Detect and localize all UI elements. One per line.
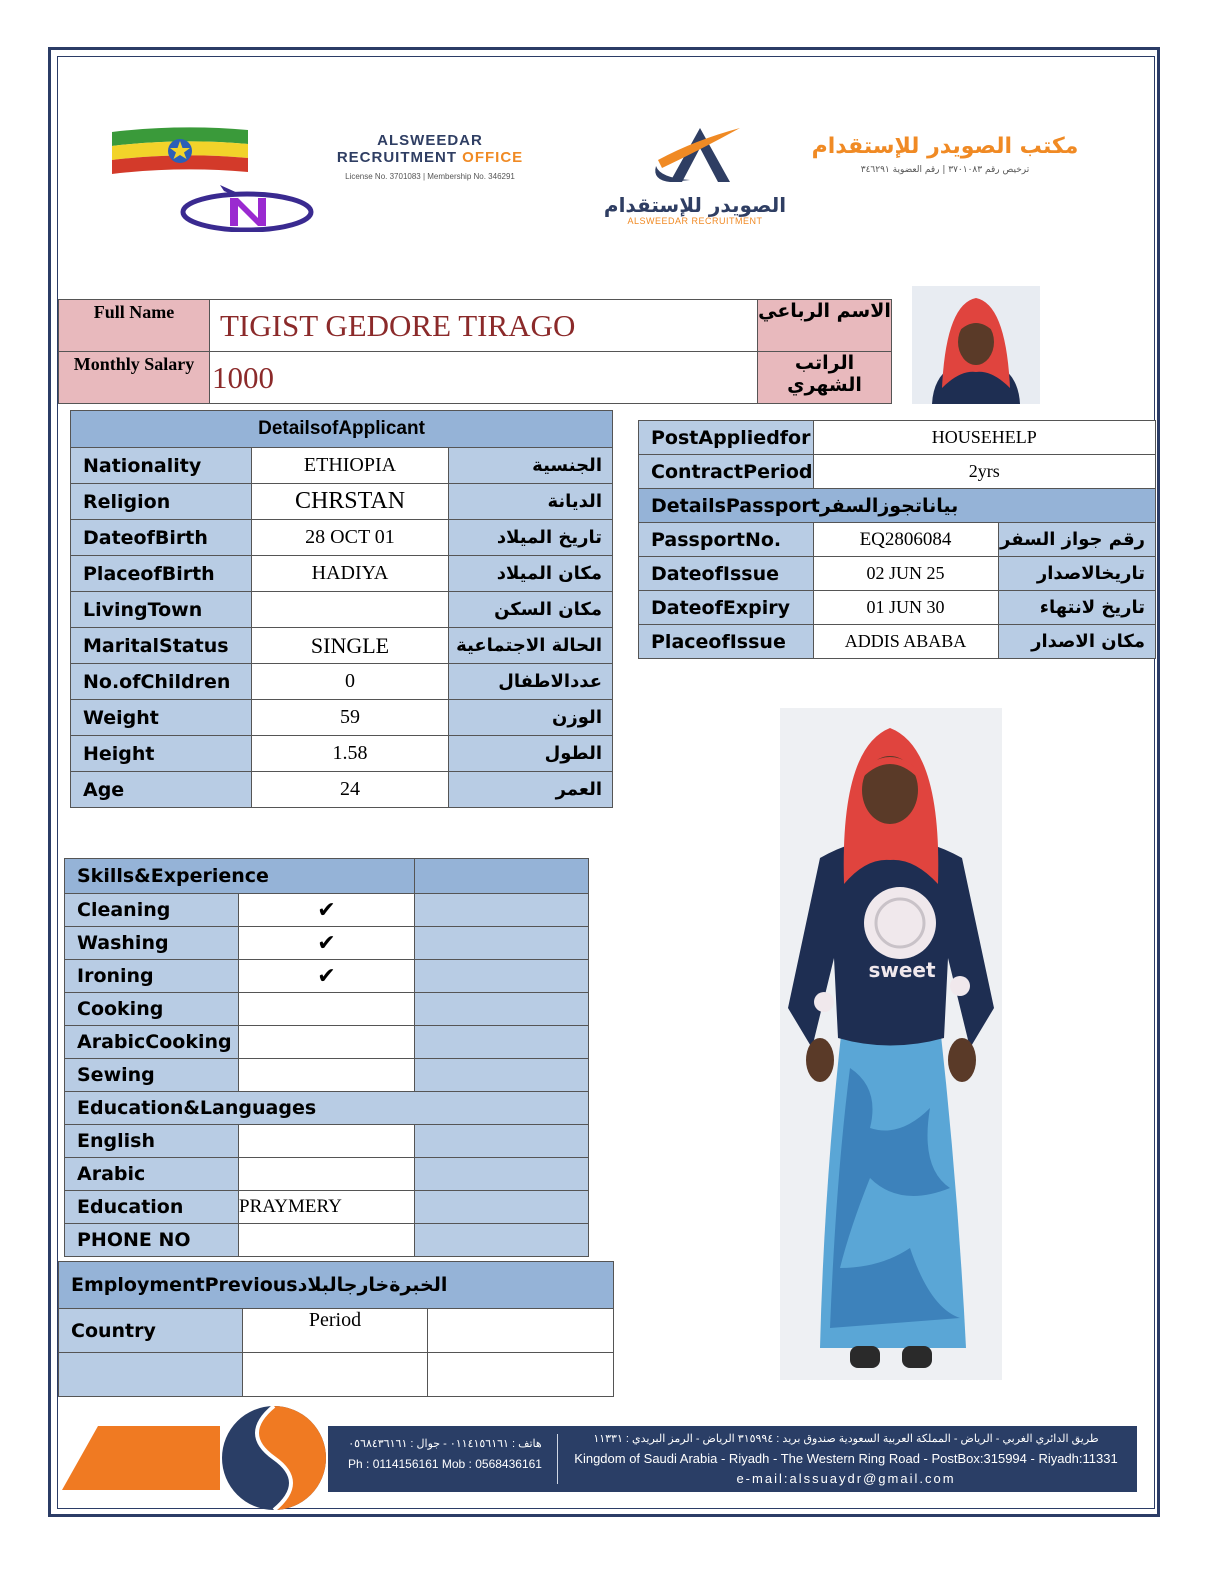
footer-email[interactable]: e-mail:alssuaydr@gmail.com bbox=[736, 1471, 956, 1486]
skill-extra-cell bbox=[415, 1026, 589, 1059]
skill-cooking-check-icon bbox=[239, 993, 415, 1026]
period-label: Period bbox=[243, 1309, 428, 1353]
marital-status-label: MaritalStatus bbox=[71, 628, 252, 664]
height-value: 1.58 bbox=[252, 736, 449, 772]
table-row bbox=[65, 993, 589, 1026]
full-name-value: TIGIST GEDORE TIRAGO bbox=[210, 300, 758, 352]
edu-extra-cell bbox=[415, 1158, 589, 1191]
education-title: Education&Languages bbox=[65, 1092, 589, 1125]
weight-label: Weight bbox=[71, 700, 252, 736]
skill-extra-cell bbox=[415, 1059, 589, 1092]
footer-brand-logo-icon bbox=[60, 1404, 350, 1512]
height-label: Height bbox=[71, 736, 252, 772]
n-agency-logo-icon bbox=[180, 182, 314, 232]
footer-address-ar: طريق الدائري الغربي - الرياض - المملكة العربية السعودية صندوق بريد : ٣١٥٩٩٤ الرياض - الرمز البريدي : ١١٣٣١ bbox=[593, 1433, 1099, 1445]
table-row bbox=[65, 960, 589, 993]
a-emblem-icon bbox=[600, 120, 790, 190]
footer-phone-en: Ph : 0114156161 Mob : 0568436161 bbox=[348, 1457, 542, 1471]
passport-details-table bbox=[638, 420, 1156, 659]
table-row bbox=[71, 772, 613, 808]
shirt-text: sweet bbox=[868, 958, 936, 982]
table-row bbox=[65, 1125, 589, 1158]
post-value: HOUSEHELP bbox=[813, 421, 1156, 455]
age-label-ar: العمر bbox=[449, 772, 613, 808]
living-town-label: LivingTown bbox=[71, 592, 252, 628]
office-name-line2b: OFFICE bbox=[462, 149, 524, 166]
children-value: 0 bbox=[252, 664, 449, 700]
skills-table bbox=[64, 858, 589, 1257]
salary-label-ar: الراتب الشهري bbox=[758, 352, 892, 404]
skill-arabic-cooking-label: ArabicCooking bbox=[65, 1026, 239, 1059]
contract-label: ContractPeriod bbox=[639, 455, 814, 489]
license-line: License No. 3701083 | Membership No. 346291 bbox=[345, 172, 515, 181]
table-row bbox=[65, 1026, 589, 1059]
dob-label: DateofBirth bbox=[71, 520, 252, 556]
skills-title: Skills&Experience bbox=[65, 859, 415, 894]
dob-value: 28 OCT 01 bbox=[252, 520, 449, 556]
table-row bbox=[59, 1353, 614, 1397]
table-row bbox=[639, 455, 1156, 489]
english-label: English bbox=[65, 1125, 239, 1158]
phone-label: PHONE NO bbox=[65, 1224, 239, 1257]
children-label-ar: عددالاطفال bbox=[449, 664, 613, 700]
ar-office-name-a: مكتب bbox=[1019, 134, 1079, 159]
full-name-label: Full Name bbox=[59, 300, 210, 352]
arabic-value bbox=[239, 1158, 415, 1191]
employment-country-cell bbox=[59, 1353, 243, 1397]
skill-sewing-label: Sewing bbox=[65, 1059, 239, 1092]
issue-date-label: DateofIssue bbox=[639, 557, 814, 591]
table-row bbox=[71, 592, 613, 628]
issue-place-label-ar: مكان الاصدار bbox=[998, 625, 1156, 659]
pob-label: PlaceofBirth bbox=[71, 556, 252, 592]
english-value bbox=[239, 1125, 415, 1158]
arabic-label: Arabic bbox=[65, 1158, 239, 1191]
education-value: PRAYMERY bbox=[239, 1191, 415, 1224]
applicant-details-title: DetailsofApplicant bbox=[71, 411, 613, 448]
footer-phone-ar: هاتف : ٠١١٤١٥٦١٦١ - جوال : ٠٥٦٨٤٣٦١٦١ bbox=[348, 1438, 542, 1450]
footer-address-block bbox=[566, 1429, 1126, 1489]
table-row bbox=[65, 1191, 589, 1224]
skill-ironing-check-icon: ✔ bbox=[239, 960, 415, 993]
pob-value: HADIYA bbox=[252, 556, 449, 592]
skill-cleaning-label: Cleaning bbox=[65, 894, 239, 927]
expiry-date-label-ar: تاريخ لانتهاء bbox=[998, 591, 1156, 625]
living-town-label-ar: مكان السكن bbox=[449, 592, 613, 628]
post-label: PostAppliedfor bbox=[639, 421, 814, 455]
country-label: Country bbox=[59, 1309, 243, 1353]
table-row bbox=[639, 625, 1156, 659]
weight-label-ar: الوزن bbox=[449, 700, 613, 736]
employment-extra-cell bbox=[428, 1353, 614, 1397]
table-row bbox=[639, 523, 1156, 557]
full-body-figure-icon bbox=[780, 708, 1002, 1380]
skill-sewing-check-icon bbox=[239, 1059, 415, 1092]
table-row bbox=[71, 520, 613, 556]
skill-extra-cell bbox=[415, 993, 589, 1026]
salary-label: Monthly Salary bbox=[59, 352, 210, 404]
arabic-office-logo bbox=[805, 134, 1085, 175]
table-row bbox=[65, 1059, 589, 1092]
issue-date-label-ar: تاريخالاصدار bbox=[998, 557, 1156, 591]
expiry-date-value: 01 JUN 30 bbox=[813, 591, 998, 625]
issue-place-label: PlaceofIssue bbox=[639, 625, 814, 659]
edu-extra-cell bbox=[415, 1191, 589, 1224]
passport-no-value: EQ2806084 bbox=[813, 523, 998, 557]
passport-no-label: PassportNo. bbox=[639, 523, 814, 557]
ar-license-line: ترخيص رقم ٣٧٠١٠٨٣ | رقم العضوية ٣٤٦٢٩١ bbox=[860, 165, 1030, 175]
office-name-line2a: RECRUITMENT bbox=[336, 149, 463, 166]
skills-header-blank bbox=[415, 859, 589, 894]
nationality-value: ETHIOPIA bbox=[252, 448, 449, 484]
issue-place-value: ADDIS ABABA bbox=[813, 625, 998, 659]
employment-table bbox=[58, 1261, 614, 1397]
issue-date-value: 02 JUN 25 bbox=[813, 557, 998, 591]
table-row bbox=[71, 628, 613, 664]
table-row bbox=[59, 1309, 614, 1353]
table-row bbox=[639, 557, 1156, 591]
skill-cleaning-check-icon: ✔ bbox=[239, 894, 415, 927]
ar-office-name-b: الصويدر للإستقدام bbox=[811, 134, 1020, 159]
religion-label: Religion bbox=[71, 484, 252, 520]
living-town-value bbox=[252, 592, 449, 628]
education-label: Education bbox=[65, 1191, 239, 1224]
weight-value: 59 bbox=[252, 700, 449, 736]
skill-extra-cell bbox=[415, 960, 589, 993]
applicant-full-body-photo bbox=[780, 708, 1002, 1380]
edu-extra-cell bbox=[415, 1224, 589, 1257]
religion-value: CHRSTAN bbox=[252, 484, 449, 520]
table-row bbox=[71, 700, 613, 736]
contract-value: 2yrs bbox=[813, 455, 1156, 489]
footer-phone-block bbox=[340, 1434, 550, 1474]
table-row bbox=[71, 448, 613, 484]
phone-value bbox=[239, 1224, 415, 1257]
office-name-line1: ALSWEEDAR bbox=[377, 132, 483, 149]
table-row bbox=[71, 664, 613, 700]
footer-divider bbox=[557, 1434, 558, 1484]
nationality-label-ar: الجنسية bbox=[449, 448, 613, 484]
dob-label-ar: تاريخ الميلاد bbox=[449, 520, 613, 556]
skill-ironing-label: Ironing bbox=[65, 960, 239, 993]
passport-no-label-ar: رقم جواز السفر bbox=[998, 523, 1156, 557]
table-row bbox=[65, 927, 589, 960]
religion-label-ar: الديانة bbox=[449, 484, 613, 520]
skill-cooking-label: Cooking bbox=[65, 993, 239, 1026]
employment-extra-cell bbox=[428, 1309, 614, 1353]
ar-office-name bbox=[805, 134, 1085, 159]
skill-extra-cell bbox=[415, 927, 589, 960]
table-row bbox=[71, 556, 613, 592]
office-name-line2 bbox=[300, 149, 560, 166]
skill-washing-label: Washing bbox=[65, 927, 239, 960]
employment-title: EmploymentPreviousالخبرةخارجالبلاد bbox=[59, 1262, 614, 1309]
table-row bbox=[65, 1224, 589, 1257]
pob-label-ar: مكان الميلاد bbox=[449, 556, 613, 592]
marital-status-value: SINGLE bbox=[252, 628, 449, 664]
applicant-details-table bbox=[70, 410, 613, 808]
table-row bbox=[65, 894, 589, 927]
skill-arabic-cooking-check-icon bbox=[239, 1026, 415, 1059]
age-value: 24 bbox=[252, 772, 449, 808]
employment-period-cell bbox=[243, 1353, 428, 1397]
passport-title: DetailsPassportبياناتجوزالسفر bbox=[639, 489, 1156, 523]
expiry-date-label: DateofExpiry bbox=[639, 591, 814, 625]
nationality-label: Nationality bbox=[71, 448, 252, 484]
center-logo-ar: الصويدر للإستقدام bbox=[603, 193, 787, 217]
identity-table bbox=[58, 299, 892, 404]
table-row bbox=[639, 591, 1156, 625]
center-logo bbox=[600, 120, 790, 230]
edu-extra-cell bbox=[415, 1125, 589, 1158]
full-name-label-ar: الاسم الرباعي bbox=[758, 300, 892, 352]
table-row bbox=[71, 484, 613, 520]
marital-status-label-ar: الحالة الاجتماعية bbox=[449, 628, 613, 664]
ethiopia-flag-icon bbox=[110, 126, 250, 176]
english-office-logo bbox=[300, 132, 560, 181]
skill-washing-check-icon: ✔ bbox=[239, 927, 415, 960]
children-label: No.ofChildren bbox=[71, 664, 252, 700]
table-row bbox=[639, 421, 1156, 455]
age-label: Age bbox=[71, 772, 252, 808]
height-label-ar: الطول bbox=[449, 736, 613, 772]
center-logo-en: ALSWEEDAR RECRUITMENT bbox=[627, 216, 763, 226]
salary-value: 1000 bbox=[210, 352, 758, 404]
skill-extra-cell bbox=[415, 894, 589, 927]
footer-address-en: Kingdom of Saudi Arabia - Riyadh - The Western Ring Road - PostBox:315994 - Riyadh:11331 bbox=[574, 1451, 1118, 1466]
table-row bbox=[71, 736, 613, 772]
applicant-portrait-photo bbox=[912, 286, 1040, 404]
table-row bbox=[65, 1158, 589, 1191]
